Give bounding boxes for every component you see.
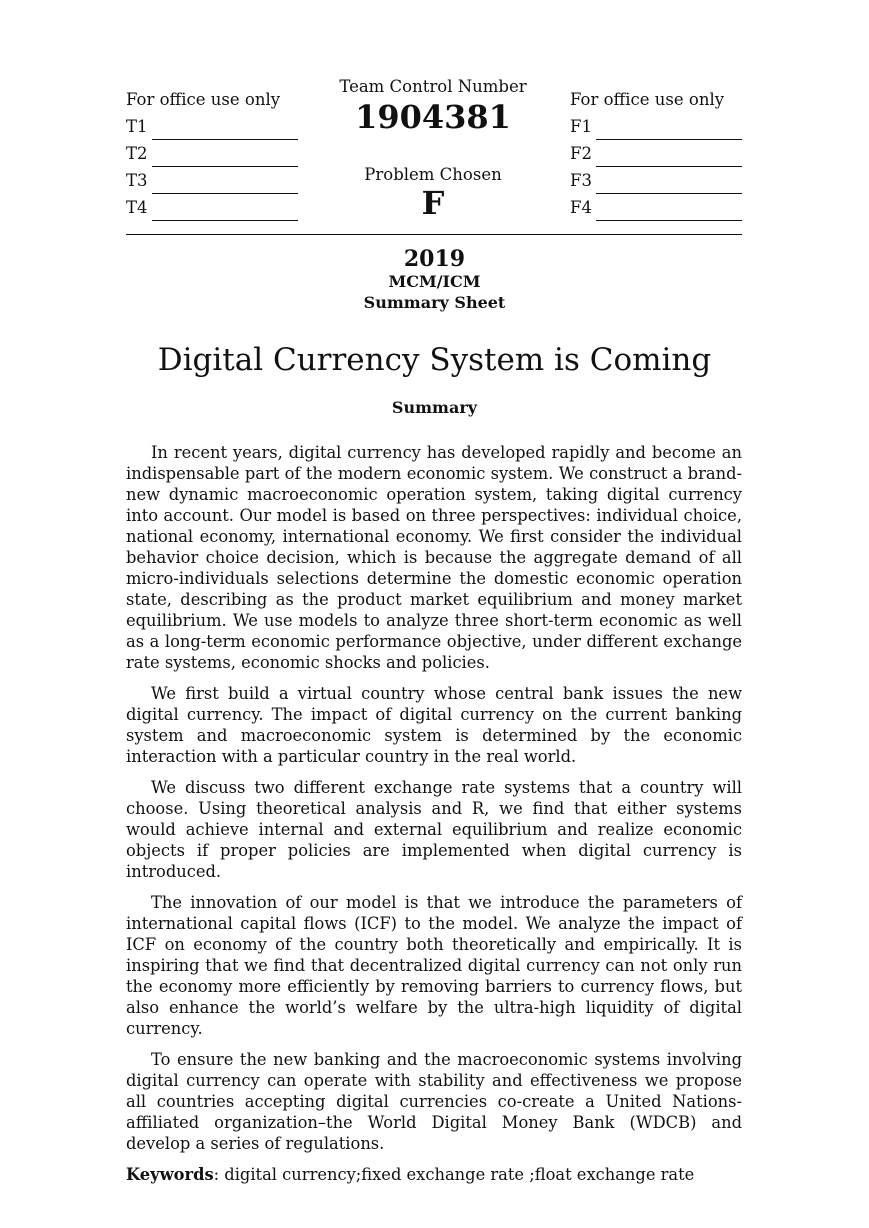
- office-blank-line: [152, 149, 298, 167]
- keywords-text: : digital currency;fixed exchange rate ;float exchange rate: [213, 1165, 695, 1184]
- problem-chosen-label: Problem Chosen: [364, 165, 502, 184]
- office-row-t3: [126, 167, 298, 194]
- summary-heading: Summary: [391, 398, 478, 417]
- team-info: [333, 77, 533, 221]
- office-blank-line: [152, 203, 298, 221]
- office-row-label: T2: [126, 144, 148, 163]
- summary-paragraph: In recent years, digital currency has developed rapidly and become an indispensable part of the modern economic system. We construct a brand-new dynamic macroeconomic operation system, taking digital currency into account. Our model is based on three perspectives: individual choice, national economy, international economy. We first consider the individual behavior choice decision, which is because the aggregate demand of all micro-individuals selections determine the domestic economic operation state, describing as the product market equilibrium and money market equilibrium. We use models to analyze three short-term economic as well as a long-term economic performance objective, under different exchange rate systems, economic shocks and policies.: [126, 443, 742, 672]
- office-row-label: F4: [570, 198, 592, 217]
- office-row-t4: [126, 194, 298, 221]
- summary-body: [126, 442, 742, 1185]
- office-row-f2: [570, 140, 742, 167]
- office-row-label: T4: [126, 198, 148, 217]
- team-control-number: 1904381: [355, 98, 511, 136]
- office-row-t2: [126, 140, 298, 167]
- office-row-label: T1: [126, 117, 148, 136]
- office-use-right-title: For office use only: [570, 90, 725, 109]
- office-use-right: [570, 86, 742, 221]
- problem-chosen-letter: F: [421, 184, 445, 222]
- summary-paragraph: The innovation of our model is that we introduce the parameters of international capital flows (ICF) to the model. We analyze the impact of ICF on economy of the country both theoretically and empirically. It is inspiring that we find that decentralized digital currency can not only run the economy more efficiently by removing barriers to currency flows, but also enhance the world’s welfare by the ultra-high liquidity of digital currency.: [126, 893, 742, 1038]
- summary-sheet-label: Summary Sheet: [363, 293, 506, 312]
- office-use-left-title: For office use only: [126, 90, 281, 109]
- keywords-line: [126, 1164, 742, 1185]
- contest-name: MCM/ICM: [388, 272, 481, 291]
- office-row-label: T3: [126, 171, 148, 190]
- office-row-f4: [570, 194, 742, 221]
- office-row-label: F1: [570, 117, 592, 136]
- office-row-t1: [126, 113, 298, 140]
- summary-paragraph: We discuss two different exchange rate systems that a country will choose. Using theoretical analysis and R, we find that either systems would achieve internal and external equilibrium and realize economic objects if proper policies are implemented when digital currency is introduced.: [126, 778, 742, 881]
- office-row-label: F2: [570, 144, 592, 163]
- keywords-label: Keywords: [126, 1165, 214, 1184]
- office-blank-line: [152, 176, 298, 194]
- team-control-number-label: Team Control Number: [339, 77, 527, 96]
- contest-year: 2019: [403, 246, 466, 272]
- office-blank-line: [152, 122, 298, 140]
- document-title: Digital Currency System is Coming: [157, 342, 712, 378]
- office-use-left: [126, 86, 298, 221]
- office-row-f3: [570, 167, 742, 194]
- summary-paragraph: To ensure the new banking and the macroeconomic systems involving digital currency can operate with stability and effectiveness we propose all countries accepting digital currencies co-create a United Nations-affiliated organization–the World Digital Money Bank (WDCB) and develop a series of regulations.: [126, 1050, 742, 1153]
- office-row-f1: [570, 113, 742, 140]
- office-blank-line: [596, 176, 742, 194]
- office-blank-line: [596, 203, 742, 221]
- office-blank-line: [596, 149, 742, 167]
- office-blank-line: [596, 122, 742, 140]
- header-divider: [126, 234, 742, 235]
- office-row-label: F3: [570, 171, 592, 190]
- summary-paragraph: We first build a virtual country whose central bank issues the new digital currency. The impact of digital currency on the current banking system and macroeconomic system is determined by the economic interaction with a particular country in the real world.: [126, 684, 742, 766]
